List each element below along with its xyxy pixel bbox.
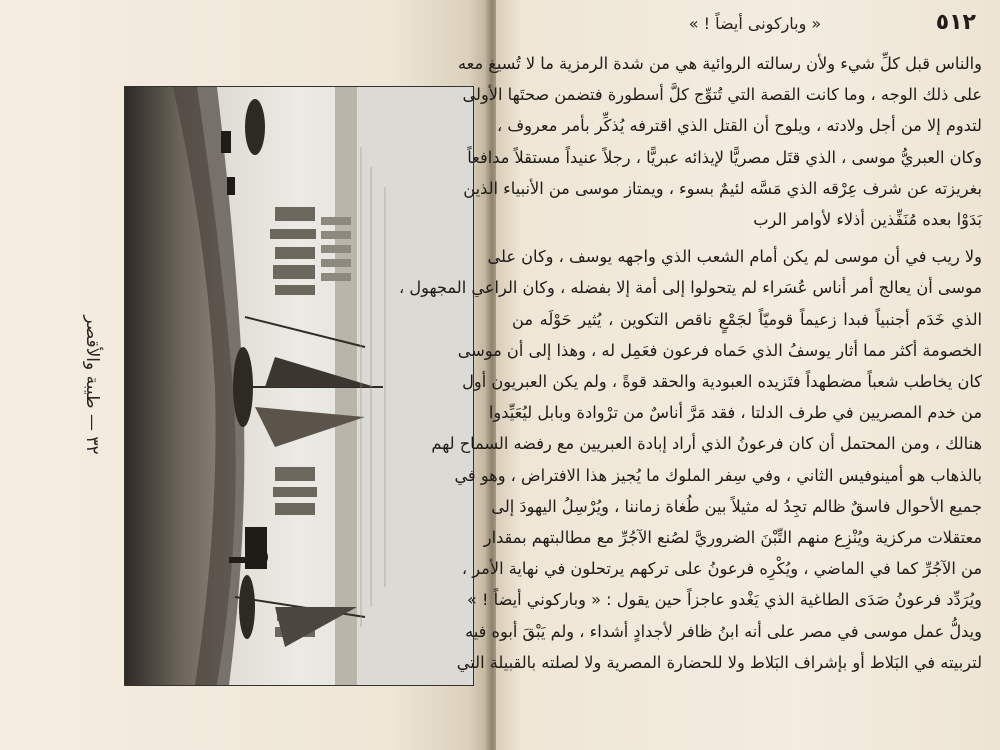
text-line: الخصومة أكثر مما أثار يوسفُ الذي حَماه فرعون فعَمِل له ، وهذا إلى أن موسى xyxy=(457,340,982,360)
photo-plate xyxy=(124,86,474,686)
text-line: لتربيته في البَلاط أو بإشراف البَلاط ولا للحضارة المصرية ولا لصلته بالقبيلة التي xyxy=(456,652,982,672)
plate-caption xyxy=(72,0,112,750)
text-line: الذي خَدَم أجنبياً فبدا زعيماً قوميّاً لجَمْعٍ ناقص التكوين ، يُثير حَوْلَه من xyxy=(512,309,982,329)
text-line: بغريزته عن شرف عِرْقه الذي مَسَّه لئيمٌ بسوء ، ويمتاز موسى من الأنبياء الذين xyxy=(463,178,982,198)
text-line: جميع الأحوال فاسقٌ ظالم تجِدُ له مثيلاً بين طُغاة زماننا ، ويُرْسِلُ اليهودَ إلى xyxy=(491,496,982,516)
text-line: من خدم المصريين في طرف الدلتا ، فقد مَرَّ أناسٌ من ترْوادة وبابل ليُعَيِّدوا xyxy=(488,403,982,423)
text-line: هنالك ، ومن المحتمل أن كان فرعونُ الذي أراد إبادة العبريين مع رفضه السماح لهم xyxy=(431,434,982,454)
text-line: من الآجُرِّ كما في الماضي ، ويُكْرِه فرعونُ على تركهم يرتحلون في نهاية الأمر ، xyxy=(461,559,982,579)
text-line: وكان العبريُّ موسى ، الذي قتَل مصريًّا لإيذائه عبريًّا ، رجلاً عنيداً مستقلاً مدافعاً xyxy=(467,147,982,167)
text-line: على ذلك الوجه ، وما كانت القصة التي تُتوِّج كلَّ أسطورة فتضمن صحتَها الأولى xyxy=(462,85,982,105)
text-line: معتقلات مركزية ويُنْزِع منهم التِّبْنَ الضروريَّ لصُنع الآجُرِّ مع مطالبتهم بمقدار xyxy=(483,528,982,547)
text-line: ولا ريب في أن موسى لم يكن أمام الشعب الذي واجهه يوسف ، وكان على xyxy=(487,247,982,267)
page-number: ٥١٢ xyxy=(935,10,976,35)
text-line: ويُرَدِّد فرعونُ صَدَى الطاغية الذي يَغْدو عاجزاً حين يقول : « وباركوني أيضاً ! » xyxy=(466,590,982,610)
text-line: كان يخاطب شعباً مضطهداً فتَزيده العبودية والحقد قوةً ، ولم يكن العبريون أول xyxy=(462,372,982,391)
text-line: ويدلُّ عمل موسى في مصر على أنه ابنُ ظافر لأجدادٍ أشداء ، ولم يَبْقَ أبوه فيه xyxy=(465,621,982,641)
text-line: بالذهاب هو أمينوفيس الثاني ، وفي سِفر الملوك ما يُجيز هذا الافتراض ، وهو في xyxy=(454,465,982,485)
text-line: والناس قبل كلِّ شيء ولأن رسالته الروائية هي من شدة الرمزية ما لا تُسيغ معه xyxy=(457,54,982,73)
body-text xyxy=(399,50,982,750)
text-line: بَدَوْا بعده مُنَفِّذين أذلاء لأوامر الرب xyxy=(753,210,982,229)
text-line: موسى أن يعالج أمر أناس عُسَراء لم يتحولوا إلى أمة إلا بفضله ، وكان الراعي المجهول ، xyxy=(399,278,982,298)
text-line: لتدوم إلا من أجل ولادته ، ويلوح أن القتل الذي اقترفه يُذكِّر بأمر معروف ، xyxy=(497,116,982,136)
plate-caption-text: ٣٢ — طيبة والأقصر xyxy=(82,315,102,455)
left-page xyxy=(0,0,488,750)
running-title: « وبارکونی أیضاً ! » xyxy=(688,14,822,33)
photograph-river-scene xyxy=(125,87,473,685)
